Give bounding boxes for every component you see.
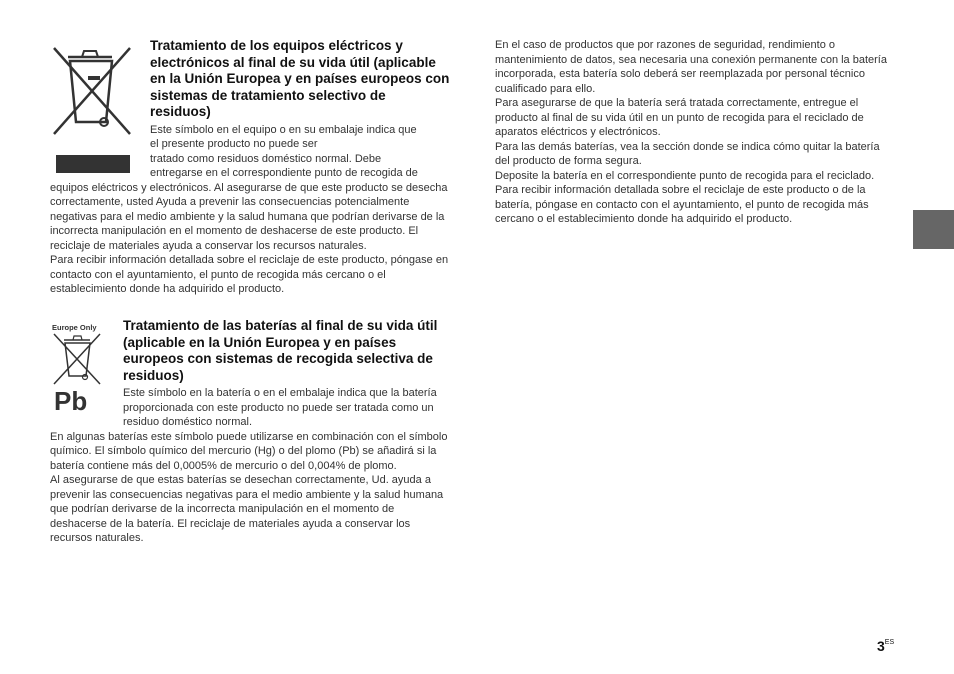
page-number-value: 3 xyxy=(877,638,885,654)
weee-heading: Tratamiento de los equipos eléctricos y electrónicos al final de su vida útil (aplicable en la Unión Europea y en países europeos con sistemas de tratamiento selectivo de residuos) xyxy=(150,38,450,119)
page-number xyxy=(877,638,894,654)
section-tab-marker xyxy=(913,210,954,249)
weee-intro-line: Este símbolo en el equipo o en su embalaje indica que xyxy=(150,123,417,136)
right-paragraph: En el caso de productos que por razones de seguridad, rendimiento o mantenimiento de datos, sea necesaria una conexión permanente con la batería incorporada, esta batería solo deberá ser reemplazada por personal técnico cualificado para ello. xyxy=(495,39,887,95)
battery-disposal-paragraph: Al asegurarse de que estas baterías se desechan correctamente, Ud. ayuda a prevenir las consecuencias negativas para el medio ambiente y la salud humana que podrían derivarse de la incorrecta manipulación en el momento de deshacerse de la batería. El reciclaje de materiales ayuda a conservar los recursos naturales. xyxy=(50,474,444,544)
weee-section xyxy=(50,38,450,297)
page-language-code: ES xyxy=(884,639,895,646)
weee-intro-line: tratado como residuos doméstico normal. Debe xyxy=(150,152,382,165)
pb-symbol: Pb xyxy=(54,386,88,416)
crossed-out-wheelie-bin-icon xyxy=(50,42,132,174)
weee-paragraph: equipos eléctricos y electrónicos. Al asegurarse de que este producto se desecha correctamente, usted Ayuda a prevenir las consecuencias potencialmente negativas para el medio ambiente y la salud humana que podrían derivarse de la incorrecta manipulación en el momento de deshacerse de este producto. El reciclaje de materiales ayuda a conservar los recursos naturales. xyxy=(50,181,448,252)
right-paragraph: Para las demás baterías, vea la sección donde se indica cómo quitar la batería del producto de forma segura. xyxy=(495,140,880,167)
europe-only-label: Europe Only xyxy=(52,323,97,332)
right-paragraph: Deposite la batería en el correspondiente punto de recogida para el reciclado. xyxy=(495,169,875,182)
battery-intro: Este símbolo en la batería o en el embalaje indica que la batería proporcionada con este producto no puede ser tratada como un residuo doméstico normal. xyxy=(123,387,437,428)
weee-intro-line: el presente producto no puede ser xyxy=(150,138,318,150)
right-paragraph: Para recibir información detallada sobre el reciclaje de este producto o de la batería, póngase en contacto con el ayuntamiento, el punto de recogida más cercano o el establecimiento donde ha adquirido el producto. xyxy=(495,184,869,225)
right-column xyxy=(495,38,895,227)
battery-section xyxy=(50,318,450,546)
weee-contact-paragraph: Para recibir información detallada sobre el reciclaje de este producto, póngase en contacto con el ayuntamiento, el punto de recogida más cercano o el establecimiento donde ha adquirido el producto. xyxy=(50,254,449,295)
battery-chemical-paragraph: En algunas baterías este símbolo puede utilizarse en combinación con el símbolo químico. El símbolo químico del mercurio (Hg) o del plomo (Pb) se añadirá si la batería contiene más del 0,0005% de mercurio o del 0,004% de plomo. xyxy=(50,430,448,472)
right-paragraph: Para asegurarse de que la batería será tratada correctamente, entregue el producto al final de su vida útil en un punto de recogida para el reciclado de aparatos eléctricos y electrónicos. xyxy=(495,97,864,138)
weee-intro xyxy=(150,123,450,181)
battery-heading: Tratamiento de las baterías al final de su vida útil (aplicable en la Unión Europea y en países europeos con sistemas de recogida selectiva de residuos) xyxy=(123,318,438,383)
weee-intro-line: entregarse en el correspondiente punto de recogida de xyxy=(150,167,418,179)
battery-bin-pb-icon xyxy=(50,320,110,418)
